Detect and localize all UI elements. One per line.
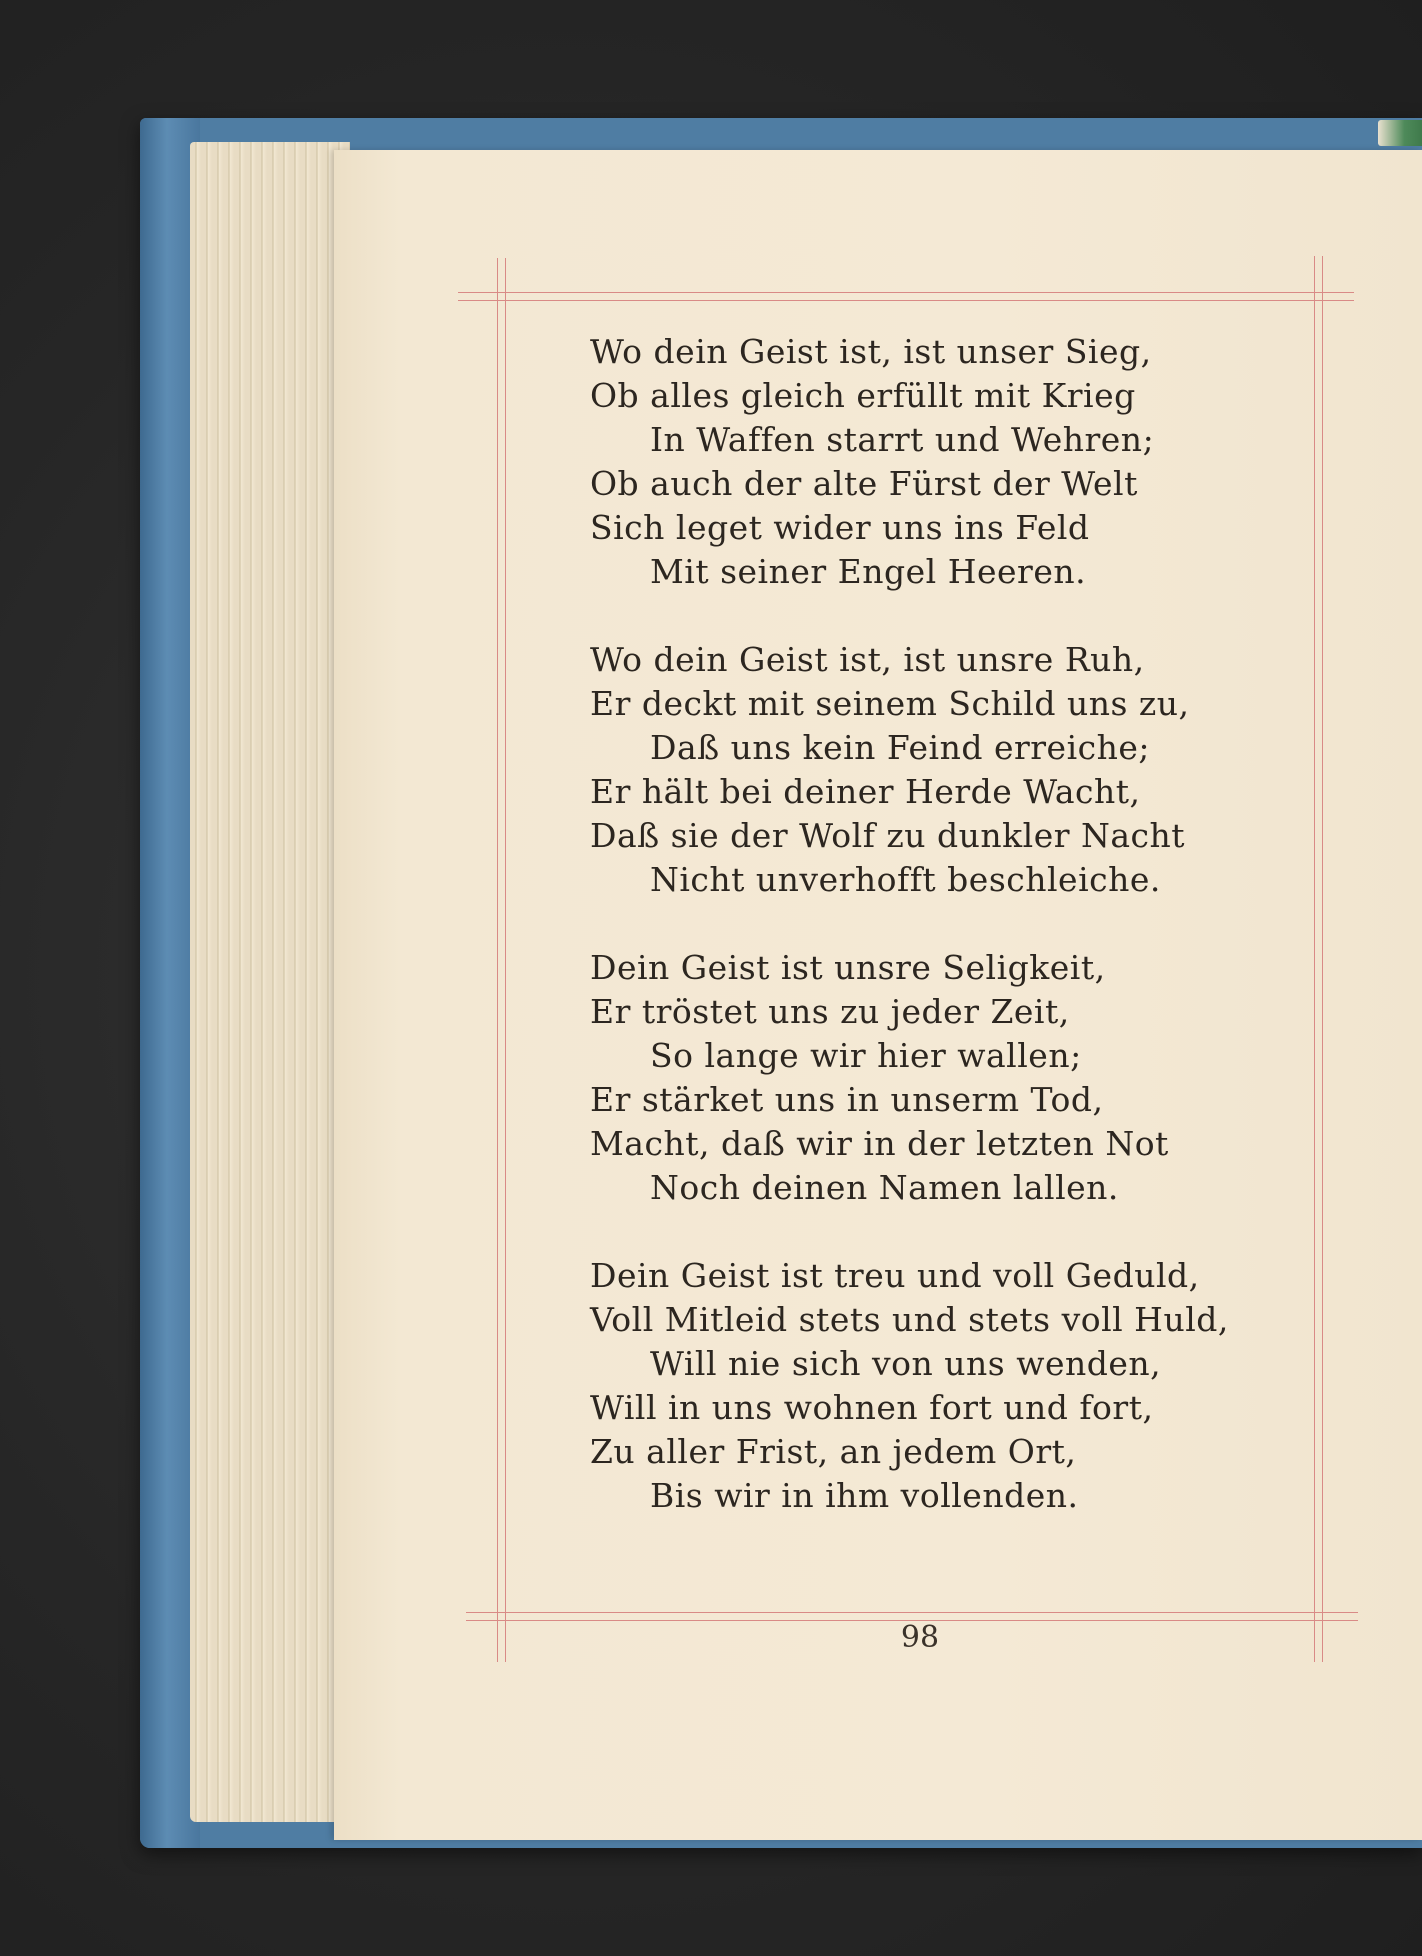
frame-rule-bottom-outer — [466, 1612, 1358, 1613]
poem-line: Ob alles gleich erfüllt mit Krieg — [590, 376, 1136, 415]
frame-rule-right-inner — [1322, 256, 1323, 1662]
frame-rule-left-outer — [497, 258, 498, 1662]
poem-line: Sich leget wider uns ins Feld — [590, 508, 1090, 547]
stanza — [590, 1254, 1230, 1518]
page-edges-stack — [190, 142, 350, 1822]
stanza — [590, 330, 1230, 594]
poem-line: In Waffen starrt und Wehren; — [650, 420, 1155, 459]
poem-line: Wo dein Geist ist, ist unser Sieg, — [590, 332, 1152, 371]
frame-rule-top-outer — [458, 292, 1354, 293]
frame-rule-left-inner — [505, 258, 506, 1662]
poem-line: Bis wir in ihm vollenden. — [650, 1476, 1079, 1515]
poem-line: Daß uns kein Feind erreiche; — [650, 728, 1151, 767]
poem-line: So lange wir hier wallen; — [650, 1036, 1082, 1075]
poem-line: Er tröstet uns zu jeder Zeit, — [590, 992, 1070, 1031]
poem-line: Macht, daß wir in der letzten Not — [590, 1124, 1169, 1163]
frame-rule-top-inner — [458, 300, 1354, 301]
stanza — [590, 946, 1230, 1210]
poem-line: Mit seiner Engel Heeren. — [650, 552, 1087, 591]
poem-line: Voll Mitleid stets und stets voll Huld, — [590, 1300, 1229, 1339]
poem-line: Er stärket uns in unserm Tod, — [590, 1080, 1104, 1119]
poem-line: Zu aller Frist, an jedem Ort, — [590, 1432, 1077, 1471]
poem-line: Wo dein Geist ist, ist unsre Ruh, — [590, 640, 1145, 679]
frame-rule-right-outer — [1314, 256, 1315, 1662]
poem-line: Dein Geist ist unsre Seligkeit, — [590, 948, 1106, 987]
poem-line: Ob auch der alte Fürst der Welt — [590, 464, 1138, 503]
stanza — [590, 638, 1230, 902]
poem-line: Er deckt mit seinem Schild uns zu, — [590, 684, 1190, 723]
poem-text — [590, 330, 1230, 1562]
poem-line: Will nie sich von uns wenden, — [650, 1344, 1162, 1383]
poem-line: Nicht unverhofft beschleiche. — [650, 860, 1161, 899]
poem-line: Dein Geist ist treu und voll Geduld, — [590, 1256, 1200, 1295]
page-number: 98 — [900, 1620, 940, 1655]
poem-line: Daß sie der Wolf zu dunkler Nacht — [590, 816, 1186, 855]
poem-line: Er hält bei deiner Herde Wacht, — [590, 772, 1141, 811]
bookmark-ribbon — [1378, 120, 1422, 146]
poem-line: Will in uns wohnen fort und fort, — [590, 1388, 1154, 1427]
poem-line: Noch deinen Namen lallen. — [650, 1168, 1119, 1207]
